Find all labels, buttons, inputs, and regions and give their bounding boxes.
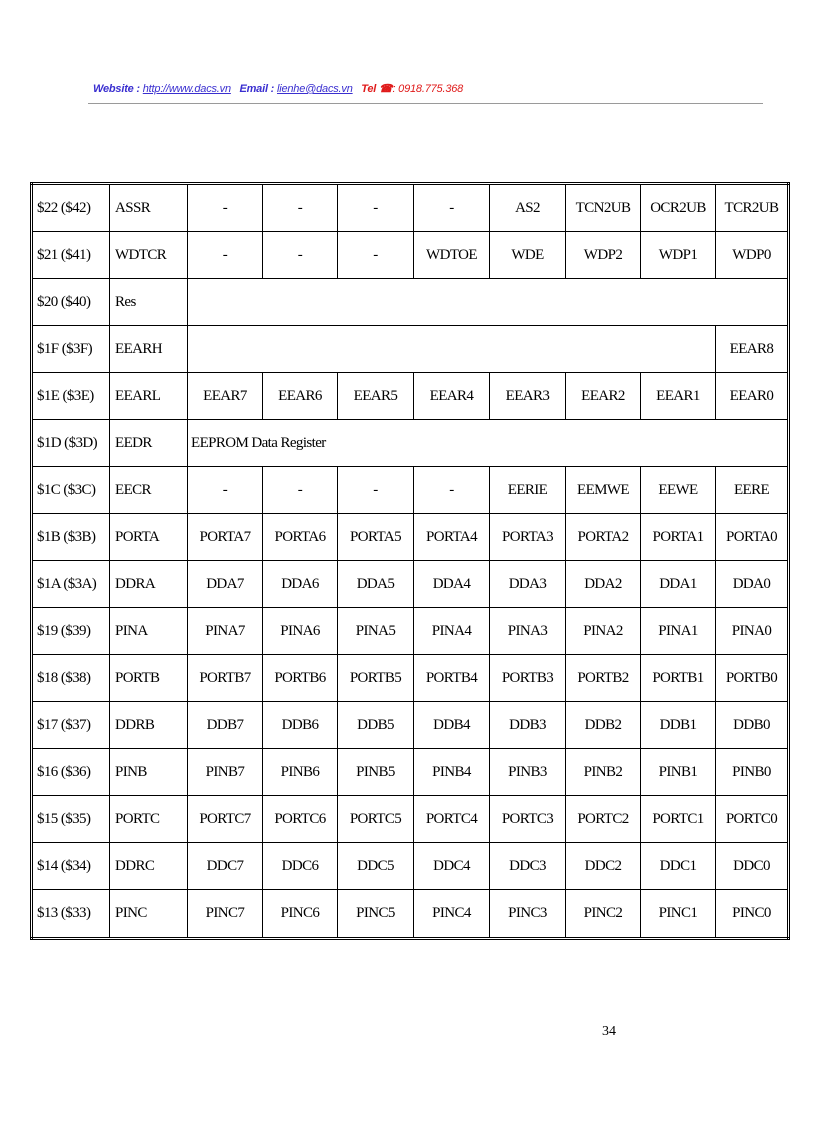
register-address: $16 ($36) — [32, 749, 110, 796]
bit-cell: DDB4 — [414, 702, 490, 749]
table-row — [32, 608, 789, 655]
register-name: EEDR — [110, 420, 188, 467]
register-table-body — [32, 184, 789, 939]
register-name: Res — [110, 279, 188, 326]
bit-cell: DDC7 — [188, 843, 263, 890]
bit-cell: EEAR7 — [188, 373, 263, 420]
website-label: Website : — [93, 83, 140, 95]
register-name: PINB — [110, 749, 188, 796]
bit-cell: PORTB5 — [338, 655, 414, 702]
email-label: Email : — [239, 83, 275, 95]
table-row — [32, 326, 789, 373]
register-name: EECR — [110, 467, 188, 514]
bit-cell: EERE — [716, 467, 789, 514]
bit-cell: PINC6 — [263, 890, 338, 939]
bit-cell: EEAR4 — [414, 373, 490, 420]
bit-cell: PORTA2 — [566, 514, 641, 561]
table-row — [32, 702, 789, 749]
register-address: $13 ($33) — [32, 890, 110, 939]
bit-cell: EEWE — [641, 467, 716, 514]
table-row — [32, 749, 789, 796]
tel-number: : 0918.775.368 — [392, 83, 464, 95]
bit-cell: DDA6 — [263, 561, 338, 608]
bit-cell: DDA3 — [490, 561, 566, 608]
register-address: $1F ($3F) — [32, 326, 110, 373]
bit-cell: EEAR8 — [716, 326, 789, 373]
table-row — [32, 796, 789, 843]
bit-cell: PINA3 — [490, 608, 566, 655]
bit-cell: DDB6 — [263, 702, 338, 749]
bit-cell: PINC3 — [490, 890, 566, 939]
bit-cell: PORTB1 — [641, 655, 716, 702]
bit-cell: PORTB6 — [263, 655, 338, 702]
table-row — [32, 420, 789, 467]
bit-cell: PINB4 — [414, 749, 490, 796]
empty-bits-cell — [188, 326, 716, 373]
register-address: $1D ($3D) — [32, 420, 110, 467]
bit-cell: DDC2 — [566, 843, 641, 890]
table-row — [32, 890, 789, 939]
bit-cell: PINC4 — [414, 890, 490, 939]
bit-cell: EEAR5 — [338, 373, 414, 420]
bit-cell: - — [414, 184, 490, 232]
bit-cell: PORTC0 — [716, 796, 789, 843]
bit-cell: DDB7 — [188, 702, 263, 749]
register-address: $1A ($3A) — [32, 561, 110, 608]
bit-cell: DDC5 — [338, 843, 414, 890]
bit-cell: PINC2 — [566, 890, 641, 939]
bit-cell: DDB0 — [716, 702, 789, 749]
register-description — [188, 279, 789, 326]
bit-cell: PINA1 — [641, 608, 716, 655]
register-address: $17 ($37) — [32, 702, 110, 749]
bit-cell: PORTB0 — [716, 655, 789, 702]
bit-cell: PORTB2 — [566, 655, 641, 702]
register-address: $1E ($3E) — [32, 373, 110, 420]
bit-cell: PINA0 — [716, 608, 789, 655]
bit-cell: PORTC7 — [188, 796, 263, 843]
register-address: $20 ($40) — [32, 279, 110, 326]
register-address: $14 ($34) — [32, 843, 110, 890]
bit-cell: EEMWE — [566, 467, 641, 514]
bit-cell: PINA6 — [263, 608, 338, 655]
table-row — [32, 232, 789, 279]
bit-cell: EEAR0 — [716, 373, 789, 420]
bit-cell: PORTA6 — [263, 514, 338, 561]
bit-cell: PINC5 — [338, 890, 414, 939]
bit-cell: PORTA7 — [188, 514, 263, 561]
bit-cell: PORTC1 — [641, 796, 716, 843]
register-address: $15 ($35) — [32, 796, 110, 843]
register-address: $18 ($38) — [32, 655, 110, 702]
bit-cell: PINC7 — [188, 890, 263, 939]
register-address: $22 ($42) — [32, 184, 110, 232]
bit-cell: PORTA1 — [641, 514, 716, 561]
bit-cell: PORTB7 — [188, 655, 263, 702]
table-row — [32, 279, 789, 326]
bit-cell: - — [338, 467, 414, 514]
bit-cell: PORTA3 — [490, 514, 566, 561]
bit-cell: PORTC4 — [414, 796, 490, 843]
tel-label: Tel — [361, 83, 377, 95]
bit-cell: PORTC2 — [566, 796, 641, 843]
bit-cell: - — [338, 184, 414, 232]
bit-cell: PORTA0 — [716, 514, 789, 561]
bit-cell: EEAR2 — [566, 373, 641, 420]
register-name: EEARH — [110, 326, 188, 373]
bit-cell: PORTC3 — [490, 796, 566, 843]
bit-cell: PINA2 — [566, 608, 641, 655]
table-row — [32, 184, 789, 232]
page-header — [93, 82, 463, 95]
register-name: PORTB — [110, 655, 188, 702]
bit-cell: - — [263, 184, 338, 232]
bit-cell: PORTB4 — [414, 655, 490, 702]
register-name: PORTA — [110, 514, 188, 561]
bit-cell: - — [188, 232, 263, 279]
website-link[interactable]: http://www.dacs.vn — [142, 83, 231, 95]
bit-cell: DDB1 — [641, 702, 716, 749]
register-address: $1C ($3C) — [32, 467, 110, 514]
bit-cell: DDA7 — [188, 561, 263, 608]
bit-cell: PINA7 — [188, 608, 263, 655]
register-name: DDRB — [110, 702, 188, 749]
table-row — [32, 373, 789, 420]
bit-cell: DDB2 — [566, 702, 641, 749]
bit-cell: - — [263, 232, 338, 279]
bit-cell: EEAR3 — [490, 373, 566, 420]
header-divider — [88, 103, 763, 104]
bit-cell: PORTA4 — [414, 514, 490, 561]
register-name: WDTCR — [110, 232, 188, 279]
bit-cell: TCR2UB — [716, 184, 789, 232]
bit-cell: EEAR6 — [263, 373, 338, 420]
bit-cell: OCR2UB — [641, 184, 716, 232]
bit-cell: DDB3 — [490, 702, 566, 749]
table-row — [32, 467, 789, 514]
register-description: EEPROM Data Register — [188, 420, 789, 467]
bit-cell: WDP0 — [716, 232, 789, 279]
bit-cell: WDE — [490, 232, 566, 279]
register-name: ASSR — [110, 184, 188, 232]
bit-cell: PORTC6 — [263, 796, 338, 843]
bit-cell: WDTOE — [414, 232, 490, 279]
register-address: $1B ($3B) — [32, 514, 110, 561]
bit-cell: PINA5 — [338, 608, 414, 655]
bit-cell: PINB2 — [566, 749, 641, 796]
bit-cell: DDA1 — [641, 561, 716, 608]
bit-cell: - — [188, 184, 263, 232]
table-row — [32, 655, 789, 702]
register-name: DDRA — [110, 561, 188, 608]
bit-cell: - — [338, 232, 414, 279]
bit-cell: PINA4 — [414, 608, 490, 655]
bit-cell: WDP1 — [641, 232, 716, 279]
register-name: PINA — [110, 608, 188, 655]
bit-cell: DDC0 — [716, 843, 789, 890]
bit-cell: DDC1 — [641, 843, 716, 890]
table-row — [32, 514, 789, 561]
register-name: EEARL — [110, 373, 188, 420]
bit-cell: PINB0 — [716, 749, 789, 796]
register-name: PORTC — [110, 796, 188, 843]
bit-cell: DDA2 — [566, 561, 641, 608]
page-number: 34 — [602, 1024, 616, 1039]
bit-cell: TCN2UB — [566, 184, 641, 232]
bit-cell: EEAR1 — [641, 373, 716, 420]
email-link[interactable]: lienhe@dacs.vn — [276, 83, 353, 95]
register-name: PINC — [110, 890, 188, 939]
register-name: DDRC — [110, 843, 188, 890]
bit-cell: - — [414, 467, 490, 514]
bit-cell: AS2 — [490, 184, 566, 232]
bit-cell: DDA5 — [338, 561, 414, 608]
bit-cell: PINB3 — [490, 749, 566, 796]
bit-cell: PORTC5 — [338, 796, 414, 843]
bit-cell: DDC6 — [263, 843, 338, 890]
table-row — [32, 843, 789, 890]
bit-cell: DDA0 — [716, 561, 789, 608]
bit-cell: PINB1 — [641, 749, 716, 796]
bit-cell: PORTB3 — [490, 655, 566, 702]
register-address: $19 ($39) — [32, 608, 110, 655]
bit-cell: PINB7 — [188, 749, 263, 796]
bit-cell: DDC3 — [490, 843, 566, 890]
bit-cell: DDA4 — [414, 561, 490, 608]
bit-cell: EERIE — [490, 467, 566, 514]
bit-cell: PORTA5 — [338, 514, 414, 561]
bit-cell: - — [188, 467, 263, 514]
bit-cell: PINC0 — [716, 890, 789, 939]
bit-cell: - — [263, 467, 338, 514]
register-table — [30, 182, 790, 940]
bit-cell: DDB5 — [338, 702, 414, 749]
register-address: $21 ($41) — [32, 232, 110, 279]
phone-icon: ☎ — [378, 83, 393, 95]
table-row — [32, 561, 789, 608]
bit-cell: PINB6 — [263, 749, 338, 796]
bit-cell: DDC4 — [414, 843, 490, 890]
bit-cell: PINC1 — [641, 890, 716, 939]
bit-cell: WDP2 — [566, 232, 641, 279]
bit-cell: PINB5 — [338, 749, 414, 796]
